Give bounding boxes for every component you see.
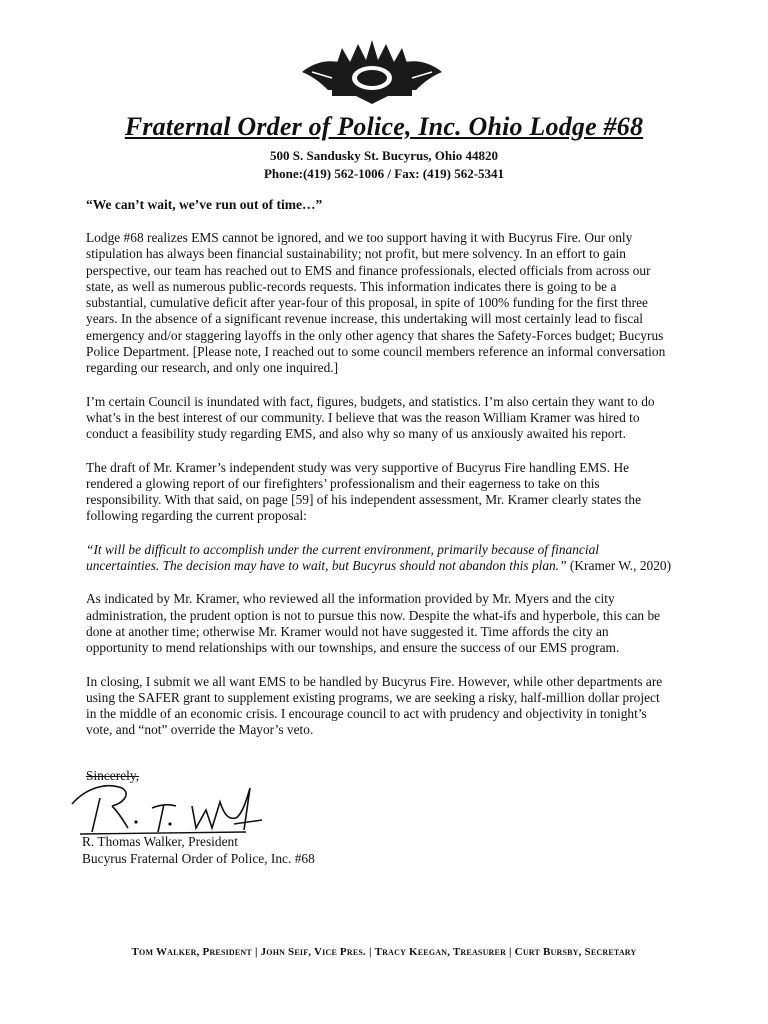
organization-address: 500 S. Sandusky St. Bucyrus, Ohio 44820 [270, 148, 498, 163]
paragraph: The draft of Mr. Kramer’s independent study was very supportive of Bucyrus Fire handling EMS. He rendered a glowing report of our firefighters’ professionalism and their eagerness to take on this responsibility. With that said, on page [59] of his independent assessment, Mr. Kramer clearly states the following regarding the current proposal: [86, 459, 642, 524]
paragraph: In closing, I submit we all want EMS to be handled by Bucyrus Fire. However, while other departments are using the SAFER grant to supplement existing programs, we are seeking a risky, half-million dollar project in the middle of an economic crisis. I encourage council to act with prudency and objectivity in tonight’s vote, and “not” override the Mayor’s veto. [86, 673, 663, 738]
paragraph: As indicated by Mr. Kramer, who reviewed all the information provided by Mr. Myers and the city administration, the prudent option is not to pursue this now. Despite the what-ifs and hyperbole, this can be done at another time; otherwise Mr. Kramer would not have suggested it. Time affords the city an opportunity to mend relationships with our townships, and ensure the success of our EMS program. [86, 591, 661, 656]
footer-separator: | [368, 946, 372, 958]
organization-name: Fraternal Order of Police, Inc. Ohio Lodge #68 [124, 112, 644, 141]
closing: Sincerely, [86, 768, 140, 783]
footer-officer: Tom Walker, President [131, 946, 252, 958]
footer-officer: Tracy Keegan, Treasurer [374, 946, 507, 958]
signer-organization: Bucyrus Fraternal Order of Police, Inc. #68 [82, 851, 315, 866]
letter-heading: “We can’t wait, we’ve run out of time…” [86, 197, 323, 212]
organization-phone: Phone:(419) 562-1006 / Fax: (419) 562-5341 [263, 166, 505, 181]
footer-separator: | [254, 946, 258, 958]
quote-citation: (Kramer W., 2020) [569, 558, 672, 574]
handwritten-signature [66, 774, 266, 838]
officers-footer [0, 946, 768, 958]
signer-name: R. Thomas Walker, President [82, 834, 238, 849]
paragraph: Lodge #68 realizes EMS cannot be ignored, and we too support having it with Bucyrus Fire. Our only stipulation has always been financial sustainability; not profit, but mere solvency. In an effort to gain perspective, our team has reached out to EMS and finance professionals, elected officials from across our state, as well as numerous public-records requests. This information indicates there is going to be a substantial, cumulative deficit after year-four of this proposal, in spite of 100% funding for the first three years. In the absence of a significant revenue increase, this undertaking will most certainly lead to fiscal emergency and/or staggering layoffs in the only other agency that shares the Safety-Forces budget; Bucyrus Police Department. [Please note, I reached out to some council members reference an informal conversation regarding our research, and only one inquired.] [86, 230, 666, 376]
kramer-quote-paragraph [86, 542, 672, 575]
letter-body [86, 230, 672, 756]
paragraph: I’m certain Council is inundated with fact, figures, budgets, and statistics. I’m also certain they want to do what’s in the best interest of our community. I believe that was the reason William Kramer was hired to conduct a feasibility study regarding EMS, and also why so many of us anxiously awaited his report. [86, 393, 655, 442]
fop-seal-logo [296, 38, 448, 104]
footer-separator: | [509, 946, 512, 958]
kramer-quote: “It will be difficult to accomplish under the current environment, primarily because of financial uncertainties. The decision may have to wait, but Bucyrus should not abandon this plan.” [86, 541, 599, 574]
footer-officer: John Seif, Vice Pres. [260, 946, 366, 958]
footer-officer: Curt Bursby, Secretary [514, 946, 637, 958]
